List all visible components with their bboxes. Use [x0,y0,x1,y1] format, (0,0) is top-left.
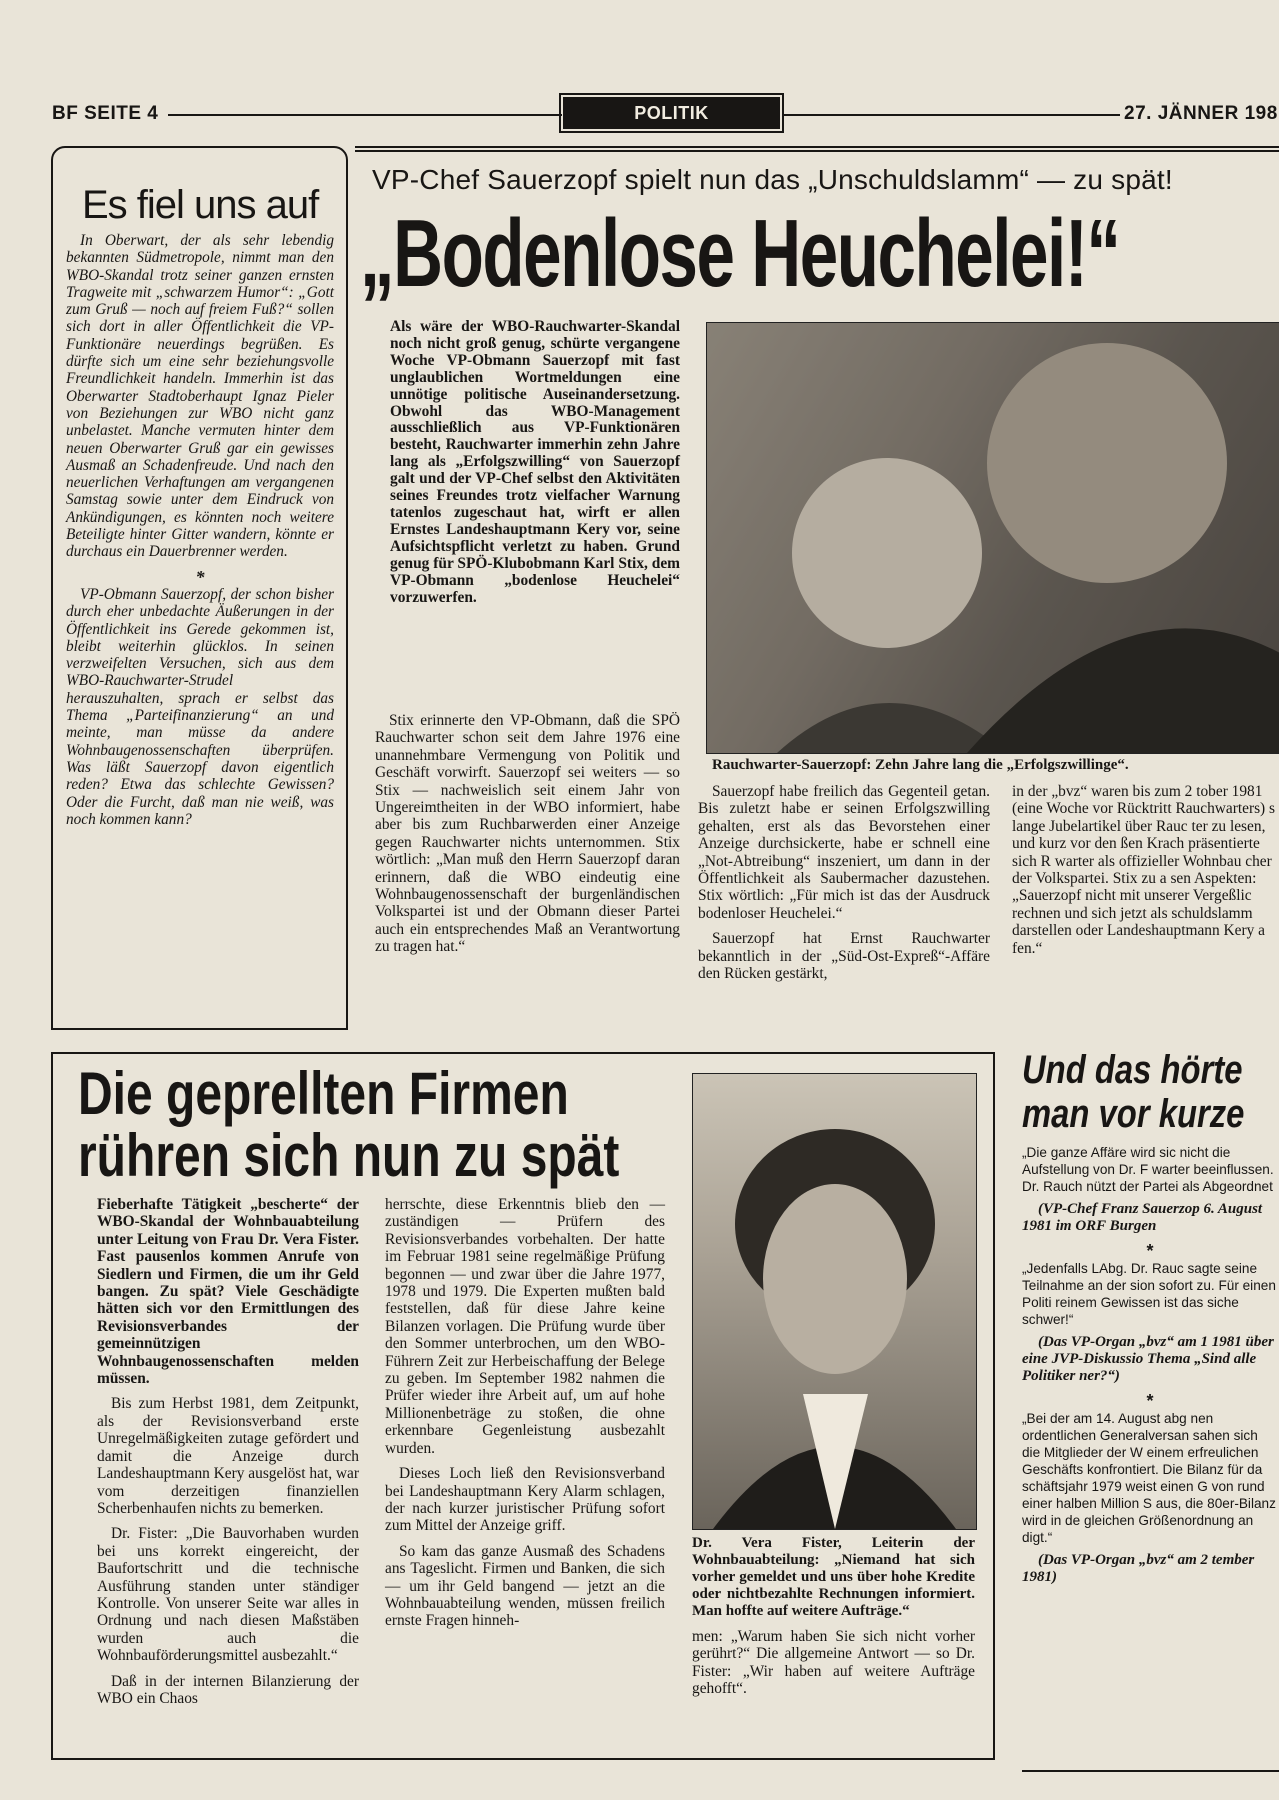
portrait-head-left [792,458,982,648]
quote-source: (Das VP-Organ „bvz“ am 2 tember 1981) [1022,1552,1255,1585]
quote-text: „Bei der am 14. August abg nen ordentlichen Generalversan sahen sich die Mitglieder der W einem erfreulichen Geschäfts konfrontiert. Die Bilanz für da schäftsjahr 1979 weist einen G von rund einer halben Million S aus, die 80er-Bilanz wird in de gleichen Größenordnung an digt.“ [1022,1411,1276,1545]
header-rule-right [782,114,1120,116]
article2-col3 [692,1535,975,1706]
article2-col2 [385,1196,665,1638]
quote-separator: * [1146,1391,1154,1411]
article1-col3-text: in der „bvz“ waren bis zum 2 tober 1981 (eine Woche vor Rücktritt Rauchwarters) s lange Jubelartikel über Rauc ter zu lesen, und kurz vor den ßen Krach präsentierte sich R warter als offizieller Wohnbau cher der Volkspartei. Stix zu a sen Aspekten: „Sauerzopf nicht mit unserer Vergeßlic rechnen und sich jetzt als schuldslamm darstellen oder Landeshauptmann Kery a fen.“ [1012,783,1276,957]
article1-lead-text: Als wäre der WBO-Rauchwarter-Skandal noch nicht groß genug, schürte vergangene Woche VP-Obmann Sauerzopf mit fast unglaublichen Wortmeldungen eine unnötige politische Auseinandersetzung. Obwohl das WBO-Management ausschließlich aus VP-Funktionären besteht, Rauchwarter immerhin zehn Jahre lang als „Erfolgszwilling“ von Sauerzopf galt und der VP-Chef selbst den Aktivitäten seines Freundes trotz vielfacher Warnung tatenlos zugeschaut hat, wirft er allen Ernstes Landeshauptmann Kery vor, seine Aufsichtspflicht verletzt zu haben. Grund genug für SPÖ-Klubobmann Karl Stix, dem VP-Obmann „bodenlose Heuchelei“ vorzuwerfen. [390,318,680,606]
article1-col2 [698,783,990,990]
quote-source: (Das VP-Organ „bvz“ am 1 1981 über eine JVP-Diskussio Thema „Sind alle Politiker ner?“) [1022,1334,1274,1384]
header-rule-left [168,114,562,116]
article1-col2-paragraph: Sauerzopf hat Ernst Rauchwarter bekanntlich in der „Süd-Ost-Expreß“-Affäre den Rücken gestärkt, [698,930,990,983]
sidebar-separator: * [195,566,205,587]
article1-col1-text: Stix erinnerte den VP-Obmann, daß die SPÖ Rauchwarter schon seit dem Jahre 1976 eine unannehmbare Vermengung von Politik und Geschäft vorwirft. Sauerzopf sei weiters — so Stix — nachweislich seit einem Jahr von Ungereimtheiten in der WBO informiert, habe aber bis zum Ruchbarwerden einer Anzeige gegen Rauchwarter nichts unternommen. Stix wörtlich: „Man muß den Herrn Sauerzopf daran erinnern, daß die WBO eindeutig eine Wohnbaugenossenschaft der burgenländischen Volkspartei ist und der Obmann dieser Partei auch ein entsprechendes Maß an Verantwortung zu tragen hat.“ [375,712,680,956]
article2-photo-caption: Dr. Vera Fister, Leiterin der Wohnbauabteilung: „Niemand hat sich vorher gemeldet und uns über hohe Kredite oder nichtbezahlte Rechnungen informiert. Man hoffte auf weitere Aufträge.“ [692,1535,975,1619]
article1-top-rule [355,146,1279,154]
article2-col1-paragraph: Bis zum Herbst 1981, dem Zeitpunkt, als der Revisionsverband erste Unregelmäßigkeiten zutage gefördert und damit die Anzeige durch Landeshauptmann Kery ausgelöst hat, war vom derzeitigen finanziellen Scherbenhaufen nichts zu bemerken. [97,1395,359,1517]
quotes-headline-line2: man vor kurze [1022,1092,1245,1136]
article2-headline [78,1060,678,1193]
quote-text: „Die ganze Affäre wird sic nicht die Aufstellung von Dr. F warter beeinflussen. Dr. Rauch nützt der Partei als Abgeordnet [1022,1145,1274,1194]
sidebar-title: Es fiel uns auf [82,183,319,227]
article2-col1 [97,1196,359,1715]
article2-headline-line2: rühren sich nun zu spät [78,1122,620,1189]
quote-separator: * [1146,1241,1154,1261]
article2-col1-paragraph: Daß in der internen Bilanzierung der WBO ein Chaos [97,1672,359,1707]
article1-kicker: VP-Chef Sauerzopf spielt nun das „Unschuldslamm“ — zu spät! [372,164,1173,195]
quote-source: (VP-Chef Franz Sauerzop 6. August 1981 im ORF Burgen [1022,1201,1263,1234]
article1-headline: „Bodenlose Heuchelei!“ [360,202,1120,307]
article2-col2-paragraph: herrschte, diese Erkenntnis blieb den — zuständigen — Prüfern des Revisionsverbandes vorbehalten. Der hatte im Februar 1981 seine regelmäßige Prüfung begonnen — und zwar über die Jahre 1977, 1978 und 1979. Die Experten mußten bald feststellen, daß für diese Jahre keine Bilanzen vorlagen. Die Prüfung wurde über den Sommer unterbrochen, um den WBO-Führern Zeit zur Herbeischaffung der Belege zu geben. Im September 1982 nahmen die Prüfer wieder ihre Arbeit auf, um auf hohe Millionenbeträge zu stoßen, die ohne erkennbare Gegenleistung ausbezahlt wurden. [385,1196,665,1457]
article1-lead [390,319,680,614]
article2-lead: Fieberhafte Tätigkeit „bescherte“ der WBO-Skandal der Wohnbauabteilung unter Leitung von Frau Dr. Vera Fister. Fast pausenlos kommen Anrufe von Siedlern und Firmen, die um ihr Geld bangen. Zu spät? Viele Geschädigte hätten sich vor den Ermittlungen des Revisionsverbandes der gemeinnützigen Wohnbaugenossenschaften melden müssen. [97,1196,359,1388]
sidebar-paragraph: VP-Obmann Sauerzopf, der schon bisher durch eher unbedachte Äußerungen in der Öffentlichkeit ins Gerede gekommen ist, bleibt weiterhin glücklos. In seinen verzweifelten Versuchen, sich aus dem WBO-Rauchwarter-Strudel herauszuhalten, sprach er selbst das Thema „Parteifinanzierung“ an und meinte, man müsse da andere Wohnbaugenossenschaften überprüfen. Was läßt Sauerzopf davon eigentlich reden? Etwa das schlechte Gewissen? Oder die Furcht, daß man nie weiß, was noch kommen kann? [66,585,334,828]
quotes-body [1022,1144,1278,1586]
article2-col2-paragraph: Dieses Loch ließ den Revisionsverband bei Landeshauptmann Kery Alarm schlagen, der nach kurzer juristischer Prüfung sofort zum Mittel der Anzeige griff. [385,1465,665,1535]
quote-text: „Jedenfalls LAbg. Dr. Rauc sagte seine Teilnahme an der sion sofort zu. Für einen Politi reinem Gewissen ist das siche schwer!“ [1022,1261,1276,1327]
article2-col2-paragraph: So kam das ganze Ausmaß des Schadens ans Tageslicht. Firmen und Banken, die sich — um ihr Geld bangend — jetzt an die Wohnbauabteilung wenden, müssen freilich ernste Fragen hinneh- [385,1542,665,1630]
quotes-bottom-rule [1022,1770,1279,1772]
article1-col2-paragraph: Sauerzopf habe freilich das Gegenteil getan. Bis zuletzt habe er seinen Erfolgszwilling gehalten, erst als das Bevorstehen einer Anzeige durchsickerte, habe er schnell eine „Not-Abtreibung“ inszeniert, um dann in der Öffentlichkeit als Saubermacher dazustehen. Stix wörtlich: „Für mich ist das der Ausdruck bodenloser Heuchelei.“ [698,783,990,922]
article2-photo-art [693,1074,976,1529]
issue-date: 27. JÄNNER 198 [1124,103,1278,124]
article1-headline-clip [360,202,1279,312]
sidebar-text [66,232,334,836]
article2-col1-paragraph: Dr. Fister: „Die Bauvorhaben wurden bei uns korrekt eingereicht, der Baufortschritt und die technische Ausführung standen unter ständiger Kontrolle. Von unserer Seite war alles in Ordnung und nach diesen Maßstäben wurden auch die Wohnbauförderungsmittel ausbezahlt.“ [97,1525,359,1665]
portrait-face [763,1184,907,1374]
article1-photo [706,322,1279,754]
article1-col3 [1012,783,1279,1001]
section-title: POLITIK [634,103,709,123]
portrait-head-right [987,343,1227,583]
sidebar-paragraph: In Oberwart, der als sehr lebendig bekannten Südmetropole, nimmt man den WBO-Skandal trotz seiner ganzen ernsten Tragweite mit „schwarzem Humor“: „Gott zum Gruß — noch auf freiem Fuß?“ sollen sich dort in aller Öffentlichkeit die VP-Funktionäre neuerdings begrüßen. Es dürfte sich um eine sehr beziehungsvolle Freundlichkeit handeln. Immerhin ist das Oberwarter Stadtoberhaupt Ignaz Pieler von Beziehungen zur WBO nicht ganz unbelastet. Manche vermuten hinter dem neuen Oberwarter Gruß gar ein gewisses Ausmaß an Schadenfreude. Und nach den neuerlichen Verhaftungen am vergangenen Samstag sowie unter dem Eindruck von Ankündigungen, es könnten noch weitere Beteiligte hinter Gitter wandern, könnte er durchaus ein Dauerbrenner werden. [66,232,334,561]
article1-col1 [375,712,680,964]
article2-photo [692,1073,977,1530]
article2-headline-line1: Die geprellten Firmen [78,1060,569,1127]
quotes-headline-line1: Und das hörte [1022,1048,1243,1092]
quotes-column [1022,1048,1279,1766]
page-label: BF SEITE 4 [52,103,159,124]
article1-photo-caption: Rauchwarter-Sauerzopf: Zehn Jahre lang die „Erfolgszwillinge“. [712,757,1129,773]
section-badge [563,97,780,129]
article1-photo-art [707,323,1279,753]
article2-col3-text: men: „Warum haben Sie sich nicht vorher gerührt?“ Die allgemeine Antwort — so Dr. Fister: „Wir haben auf weitere Aufträge gehofft“. [692,1628,975,1698]
